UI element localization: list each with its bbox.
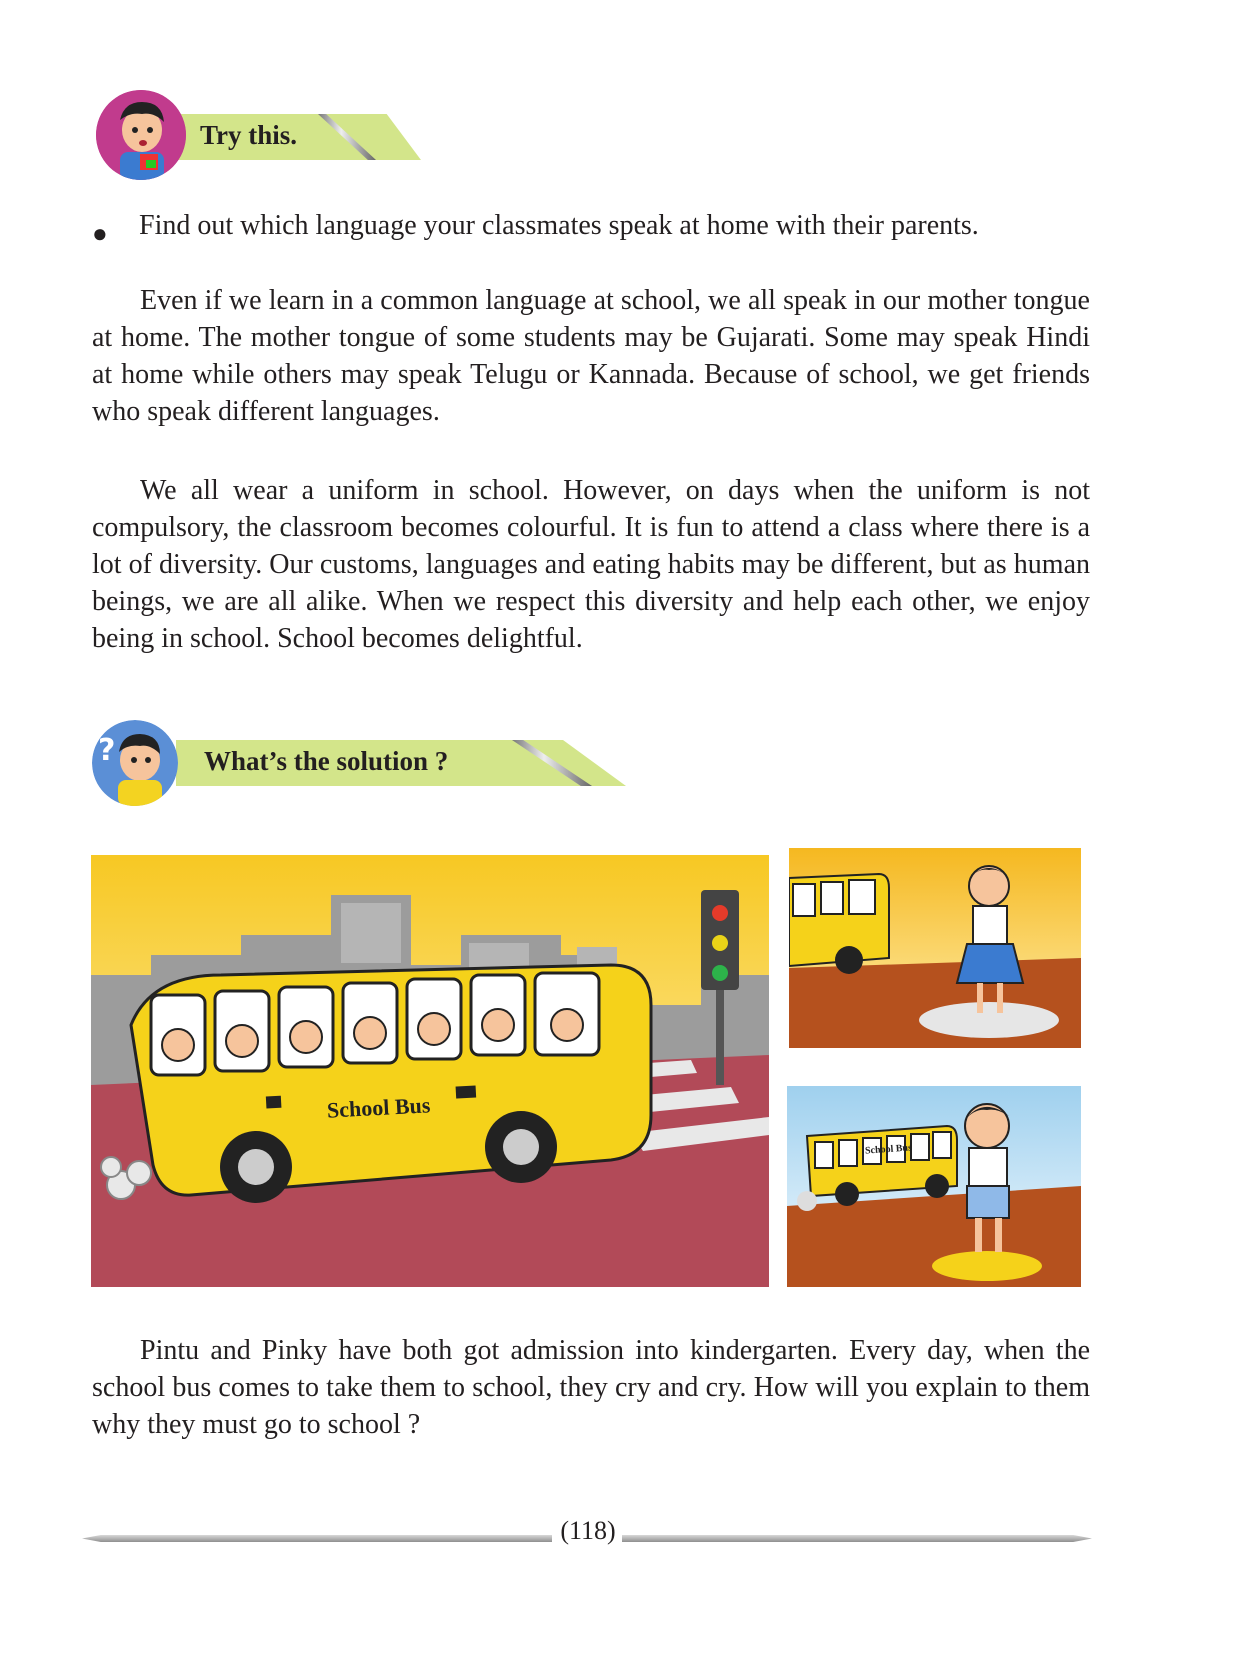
bullet-point-icon: ● xyxy=(92,219,108,248)
boy-avatar-icon xyxy=(96,90,186,180)
crying-girl-illustration xyxy=(789,848,1081,1048)
try-this-label: Try this. xyxy=(200,120,298,150)
small-bus-sign-text: School Bus xyxy=(864,1142,913,1157)
paragraph-mother-tongue: Even if we learn in a common language at school, we all speak in our mother tongue at home. The mother tongue of some students may be Gujarati. Some may speak Hindi at home while others may speak Telugu or Kannada. Because of school, we get friends who speak different languages. xyxy=(92,285,1090,427)
solution-banner xyxy=(92,718,602,808)
bus-sign-text: School Bus xyxy=(326,1092,431,1123)
svg-text:?: ? xyxy=(98,733,116,768)
crying-boy-illustration xyxy=(787,1086,1081,1287)
solution-label: What’s the solution ? xyxy=(204,746,449,776)
try-this-banner xyxy=(96,90,386,180)
school-bus-illustration xyxy=(91,855,769,1287)
paragraph-pintu-pinky: Pintu and Pinky have both got admission into kindergarten. Every day, when the school bus comes to take them to school, they cry and cry. How will you explain to them why they must go to school ? xyxy=(92,1335,1090,1440)
footer-rule-left xyxy=(82,1535,552,1542)
bullet-text: Find out which language your classmates speak at home with their parents. xyxy=(139,210,979,241)
paragraph-diversity: We all wear a uniform in school. However, on days when the uniform is not compulsory, the classroom becomes colourful. It is fun to attend a class where there is a lot of diversity. Our customs, languages and eating habits may be different, but as human beings, we are all alike. When we respect this diversity and help each other, we enjoy being in school. School becomes delightful. xyxy=(92,475,1090,654)
footer-rule-right xyxy=(622,1535,1092,1542)
thinking-boy-avatar-icon xyxy=(92,720,178,806)
page-number: (118) xyxy=(560,1516,616,1545)
